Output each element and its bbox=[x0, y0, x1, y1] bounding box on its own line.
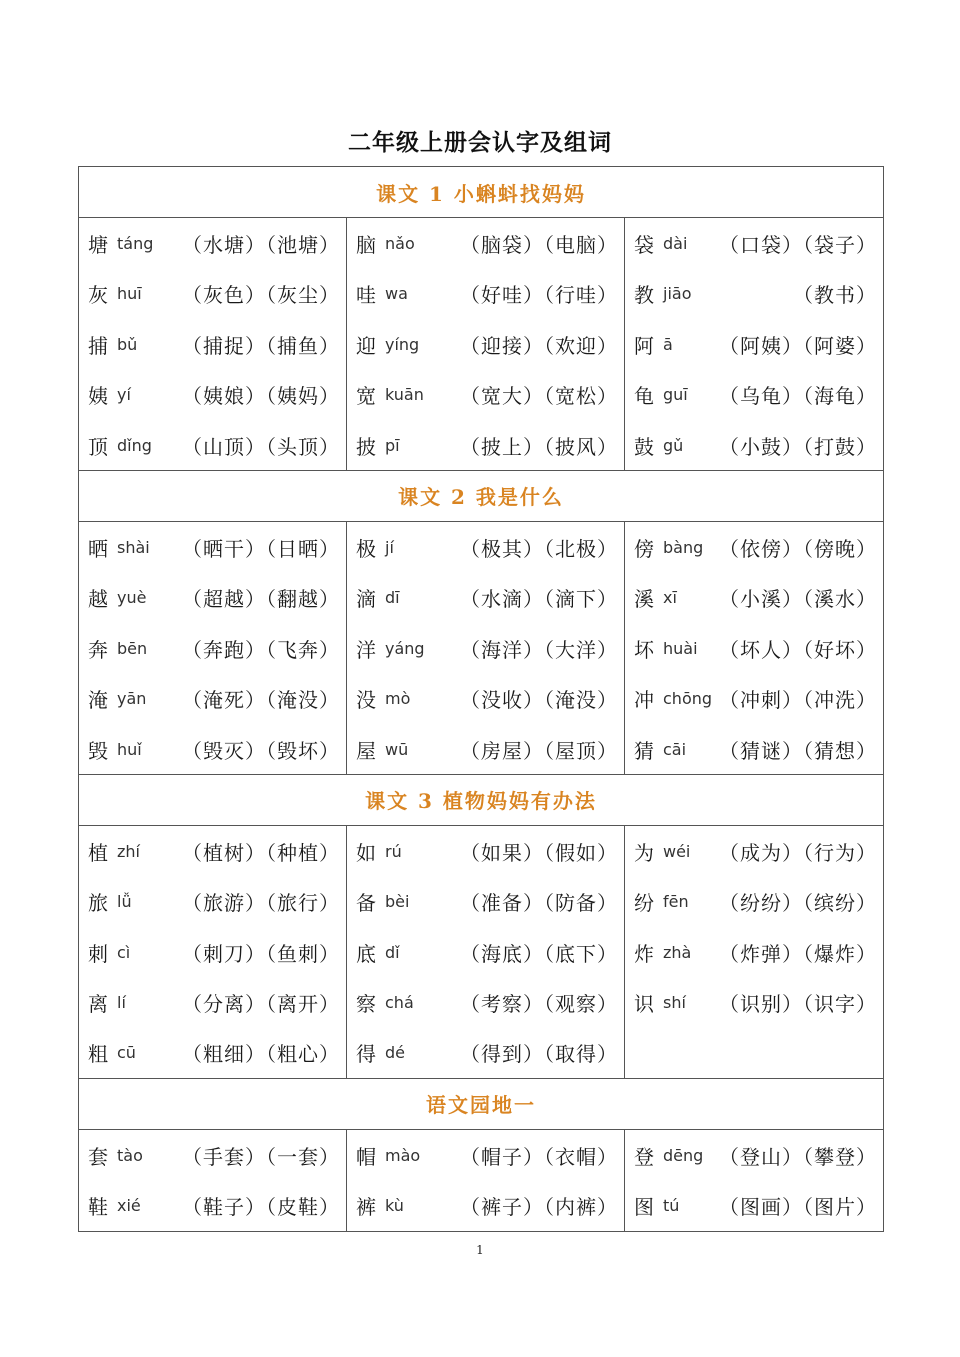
vocab-words: （依傍）（傍晚） bbox=[719, 536, 877, 561]
vocabulary-table bbox=[78, 166, 884, 1232]
vocab-pinyin: yáng bbox=[385, 638, 425, 658]
section-header bbox=[79, 470, 884, 521]
page-title: 二年级上册会认字及组词 bbox=[348, 130, 612, 156]
vocab-character: 龟 bbox=[634, 384, 654, 409]
vocab-pinyin: nǎo bbox=[385, 234, 415, 253]
vocab-words: （炸弹）（爆炸） bbox=[719, 941, 877, 966]
vocab-character: 披 bbox=[356, 434, 376, 459]
vocab-entry bbox=[625, 319, 883, 369]
vocab-words: （坏人）（好坏） bbox=[719, 637, 877, 662]
vocab-pinyin: fēn bbox=[663, 892, 689, 912]
vocab-character: 洋 bbox=[356, 637, 376, 662]
vocab-character: 冲 bbox=[634, 688, 654, 713]
vocab-words: （分离）（离开） bbox=[182, 992, 340, 1017]
section-header bbox=[79, 167, 884, 218]
vocab-character: 灰 bbox=[88, 283, 108, 308]
vocab-column bbox=[625, 825, 884, 1078]
vocab-words: （图画）（图片） bbox=[719, 1195, 877, 1220]
vocab-words: （乌龟）（海龟） bbox=[719, 384, 877, 409]
vocab-entry bbox=[625, 623, 883, 673]
vocab-character: 极 bbox=[356, 536, 376, 561]
section-heading: 课文 3 植物妈妈有办法 bbox=[79, 774, 884, 825]
vocab-pinyin: wéi bbox=[663, 841, 691, 861]
vocab-words: （裤子）（内裤） bbox=[460, 1195, 618, 1220]
vocab-pinyin: dǐng bbox=[117, 435, 152, 455]
vocab-column bbox=[347, 521, 625, 774]
vocab-pinyin: chá bbox=[385, 993, 414, 1013]
vocab-words: （阿姨）（阿婆） bbox=[719, 333, 877, 358]
vocab-entry bbox=[79, 876, 346, 926]
vocab-column bbox=[625, 1129, 884, 1231]
vocab-column bbox=[347, 825, 625, 1078]
vocab-entry bbox=[347, 623, 624, 673]
vocab-character: 塘 bbox=[88, 233, 108, 257]
vocab-words: （鞋子）（皮鞋） bbox=[182, 1195, 340, 1220]
vocab-entry bbox=[625, 420, 883, 470]
vocab-pinyin: huǐ bbox=[117, 739, 142, 759]
vocab-entry bbox=[79, 268, 346, 318]
vocab-words: （冲刺）（冲洗） bbox=[719, 688, 877, 713]
vocab-words: （迎接）（欢迎） bbox=[460, 333, 618, 358]
vocab-pinyin: bǔ bbox=[117, 334, 138, 354]
vocab-words: （披上）（披风） bbox=[460, 434, 618, 459]
vocab-character: 晒 bbox=[88, 536, 108, 561]
vocab-character: 备 bbox=[356, 891, 376, 916]
vocab-words: （得到）（取得） bbox=[460, 1042, 618, 1067]
vocab-pinyin: huài bbox=[663, 638, 698, 658]
vocab-character: 坏 bbox=[634, 637, 654, 662]
vocab-character: 离 bbox=[88, 992, 108, 1017]
vocab-pinyin: dēng bbox=[663, 1145, 704, 1165]
vocab-entry bbox=[347, 369, 624, 419]
vocab-words: （毁灭）（毁坏） bbox=[182, 738, 340, 763]
vocab-words: （奔跑）（飞奔） bbox=[182, 637, 340, 662]
vocab-character: 底 bbox=[356, 941, 376, 966]
vocab-column bbox=[347, 218, 625, 471]
vocab-column bbox=[347, 1129, 625, 1231]
vocab-character: 为 bbox=[634, 840, 654, 865]
vocab-pinyin: pī bbox=[385, 435, 400, 455]
vocab-pinyin: xī bbox=[663, 588, 677, 608]
vocab-column bbox=[625, 521, 884, 774]
vocab-entry bbox=[625, 876, 883, 926]
vocab-pinyin: jiāo bbox=[663, 284, 692, 304]
vocab-character: 裤 bbox=[356, 1195, 376, 1220]
vocab-words: （口袋）（袋子） bbox=[719, 233, 877, 257]
vocab-entry bbox=[347, 826, 624, 876]
vocab-words: （植树）（种植） bbox=[182, 840, 340, 865]
vocab-character: 脑 bbox=[356, 233, 376, 257]
vocab-column bbox=[79, 1129, 347, 1231]
vocab-character: 没 bbox=[356, 688, 376, 713]
vocab-words: （超越）（翻越） bbox=[182, 587, 340, 612]
section-header bbox=[79, 774, 884, 825]
vocab-character: 滴 bbox=[356, 587, 376, 612]
vocab-character: 捕 bbox=[88, 333, 108, 358]
vocab-pinyin: yíng bbox=[385, 334, 420, 354]
vocab-entry bbox=[625, 268, 883, 318]
vocab-entry bbox=[625, 1180, 883, 1230]
vocab-pinyin: dài bbox=[663, 234, 688, 253]
vocab-pinyin: cì bbox=[117, 942, 131, 962]
vocab-character: 刺 bbox=[88, 941, 108, 966]
vocab-entry bbox=[79, 572, 346, 622]
vocab-pinyin: chōng bbox=[663, 689, 713, 709]
vocab-pinyin: gǔ bbox=[663, 435, 684, 455]
vocab-pinyin: zhà bbox=[663, 942, 692, 962]
vocab-character: 识 bbox=[634, 992, 654, 1017]
vocab-pinyin: bēn bbox=[117, 638, 148, 658]
vocab-pinyin: táng bbox=[117, 234, 154, 253]
vocab-entry bbox=[625, 977, 883, 1027]
vocab-words: （成为）（行为） bbox=[719, 840, 877, 865]
vocab-pinyin: yí bbox=[117, 385, 131, 405]
vocab-entry bbox=[347, 876, 624, 926]
vocab-entry bbox=[625, 369, 883, 419]
vocab-words: （纷纷）（缤纷） bbox=[719, 891, 877, 916]
vocab-character: 溪 bbox=[634, 587, 654, 612]
vocab-pinyin: mào bbox=[385, 1145, 421, 1165]
vocab-entry bbox=[79, 420, 346, 470]
vocab-words: （姨娘）（姨妈） bbox=[182, 384, 340, 409]
vocab-words: （登山）（攀登） bbox=[719, 1144, 877, 1169]
vocab-pinyin: dé bbox=[385, 1043, 405, 1063]
vocab-character: 袋 bbox=[634, 233, 654, 257]
vocab-pinyin: zhí bbox=[117, 841, 140, 861]
vocab-entry bbox=[625, 572, 883, 622]
vocab-character: 如 bbox=[356, 840, 376, 865]
vocab-entry bbox=[79, 522, 346, 572]
vocab-entry bbox=[347, 268, 624, 318]
vocab-entry bbox=[347, 1180, 624, 1230]
vocab-entry bbox=[625, 1130, 883, 1180]
vocab-character: 宽 bbox=[356, 384, 376, 409]
vocab-words: （粗细）（粗心） bbox=[182, 1042, 340, 1067]
vocab-pinyin: wa bbox=[385, 284, 408, 304]
vocab-character: 姨 bbox=[88, 384, 108, 409]
vocab-entry bbox=[79, 1180, 346, 1230]
vocab-column bbox=[79, 218, 347, 471]
vocab-character: 阿 bbox=[634, 333, 654, 358]
vocab-words: （极其）（北极） bbox=[460, 536, 618, 561]
vocab-character: 鼓 bbox=[634, 434, 654, 459]
vocab-pinyin: kù bbox=[385, 1196, 404, 1216]
vocab-pinyin: cāi bbox=[663, 739, 687, 759]
vocab-character: 纷 bbox=[634, 891, 654, 916]
vocab-pinyin: tào bbox=[117, 1145, 143, 1165]
vocab-character: 傍 bbox=[634, 536, 654, 561]
vocab-entry bbox=[347, 673, 624, 723]
vocab-character: 猜 bbox=[634, 738, 654, 763]
vocab-words: （手套）（一套） bbox=[182, 1144, 340, 1169]
vocab-pinyin: ā bbox=[663, 334, 673, 354]
vocab-words: （好哇）（行哇） bbox=[460, 283, 618, 308]
vocab-entry bbox=[347, 572, 624, 622]
vocab-character: 套 bbox=[88, 1144, 108, 1169]
vocab-words: （教书） bbox=[793, 283, 877, 308]
section-body bbox=[79, 218, 884, 471]
vocab-words: （山顶）（头顶） bbox=[182, 434, 340, 459]
vocab-words: （捕捉）（捕鱼） bbox=[182, 333, 340, 358]
vocab-words: （脑袋）（电脑） bbox=[460, 233, 618, 257]
section-body bbox=[79, 521, 884, 774]
vocab-pinyin: rú bbox=[385, 841, 402, 861]
vocab-words: （灰色）（灰尘） bbox=[182, 283, 340, 308]
vocab-words: （考察）（观察） bbox=[460, 992, 618, 1017]
vocab-character: 屋 bbox=[356, 738, 376, 763]
vocab-character: 登 bbox=[634, 1144, 654, 1169]
vocab-entry bbox=[79, 1027, 346, 1077]
vocab-entry bbox=[347, 522, 624, 572]
vocab-entry bbox=[625, 826, 883, 876]
vocab-entry bbox=[347, 1130, 624, 1180]
vocab-entry bbox=[347, 927, 624, 977]
vocab-entry bbox=[625, 673, 883, 723]
vocab-pinyin: dǐ bbox=[385, 942, 400, 962]
vocab-entry bbox=[79, 218, 346, 268]
vocab-entry bbox=[625, 522, 883, 572]
section-heading: 课文 1 小蝌蚪找妈妈 bbox=[79, 167, 884, 218]
vocab-words: （如果）（假如） bbox=[460, 840, 618, 865]
vocab-character: 图 bbox=[634, 1195, 654, 1220]
vocab-words: （水塘）（池塘） bbox=[182, 233, 340, 257]
vocab-character: 越 bbox=[88, 587, 108, 612]
vocab-entry bbox=[347, 1027, 624, 1077]
vocab-pinyin: xié bbox=[117, 1196, 141, 1216]
vocab-entry bbox=[347, 977, 624, 1027]
vocab-character: 植 bbox=[88, 840, 108, 865]
section-heading: 语文园地一 bbox=[79, 1078, 884, 1129]
vocab-pinyin: lí bbox=[117, 993, 126, 1013]
vocab-entry bbox=[79, 623, 346, 673]
page-number: 1 bbox=[476, 1243, 484, 1257]
vocab-pinyin: yuè bbox=[117, 588, 147, 608]
vocab-words: （小溪）（溪水） bbox=[719, 587, 877, 612]
vocab-character: 顶 bbox=[88, 434, 108, 459]
vocab-entry bbox=[625, 927, 883, 977]
vocab-character: 奔 bbox=[88, 637, 108, 662]
vocab-pinyin: wū bbox=[385, 739, 409, 759]
vocab-pinyin: shài bbox=[117, 537, 150, 557]
vocab-column bbox=[79, 825, 347, 1078]
vocab-entry bbox=[347, 218, 624, 268]
vocab-pinyin: cū bbox=[117, 1043, 136, 1063]
vocab-column bbox=[79, 521, 347, 774]
vocab-entry bbox=[79, 977, 346, 1027]
section-body bbox=[79, 1129, 884, 1231]
section-body bbox=[79, 825, 884, 1078]
vocab-pinyin: mò bbox=[385, 689, 411, 709]
vocab-pinyin: yān bbox=[117, 689, 147, 709]
vocab-entry bbox=[79, 927, 346, 977]
vocab-character: 炸 bbox=[634, 941, 654, 966]
vocab-words: （猜谜）（猜想） bbox=[719, 738, 877, 763]
vocab-words: （晒干）（日晒） bbox=[182, 536, 340, 561]
section-heading: 课文 2 我是什么 bbox=[79, 470, 884, 521]
vocab-words: （识别）（识字） bbox=[719, 992, 877, 1017]
vocab-words: （淹死）（淹没） bbox=[182, 688, 340, 713]
vocab-pinyin: lǚ bbox=[117, 892, 132, 912]
vocab-character: 迎 bbox=[356, 333, 376, 358]
vocab-pinyin: dī bbox=[385, 588, 400, 608]
vocab-character: 粗 bbox=[88, 1042, 108, 1067]
vocab-character: 察 bbox=[356, 992, 376, 1017]
vocab-entry bbox=[79, 369, 346, 419]
vocab-character: 帽 bbox=[356, 1144, 376, 1169]
vocab-character: 哇 bbox=[356, 283, 376, 308]
vocab-pinyin: kuān bbox=[385, 385, 424, 405]
vocab-entry bbox=[625, 724, 883, 774]
vocab-pinyin: guī bbox=[663, 385, 688, 405]
vocab-pinyin: huī bbox=[117, 284, 142, 304]
vocab-words: （刺刀）（鱼刺） bbox=[182, 941, 340, 966]
vocab-column bbox=[625, 218, 884, 471]
vocab-character: 得 bbox=[356, 1042, 376, 1067]
vocab-words: （水滴）（滴下） bbox=[460, 587, 618, 612]
vocab-entry bbox=[79, 673, 346, 723]
vocab-entry bbox=[347, 420, 624, 470]
vocab-entry bbox=[347, 319, 624, 369]
vocab-pinyin: bèi bbox=[385, 892, 410, 912]
vocab-words: （宽大）（宽松） bbox=[460, 384, 618, 409]
vocab-pinyin: jí bbox=[385, 537, 394, 557]
vocab-entry bbox=[347, 724, 624, 774]
vocab-pinyin: tú bbox=[663, 1196, 680, 1216]
vocab-character: 淹 bbox=[88, 688, 108, 713]
vocab-words: （房屋）（屋顶） bbox=[460, 738, 618, 763]
vocab-character: 教 bbox=[634, 283, 654, 308]
vocab-pinyin: bàng bbox=[663, 537, 704, 557]
vocab-words: （海洋）（大洋） bbox=[460, 637, 618, 662]
vocab-pinyin: shí bbox=[663, 993, 686, 1013]
vocab-entry bbox=[79, 1130, 346, 1180]
vocab-words: （没收）（淹没） bbox=[460, 688, 618, 713]
vocab-entry bbox=[625, 218, 883, 268]
vocab-words: （帽子）（衣帽） bbox=[460, 1144, 618, 1169]
vocab-words: （旅游）（旅行） bbox=[182, 891, 340, 916]
vocab-character: 鞋 bbox=[88, 1195, 108, 1220]
vocab-character: 毁 bbox=[88, 738, 108, 763]
vocab-words: （准备）（防备） bbox=[460, 891, 618, 916]
vocab-character: 旅 bbox=[88, 891, 108, 916]
vocab-words: （小鼓）（打鼓） bbox=[719, 434, 877, 459]
vocab-entry bbox=[79, 319, 346, 369]
vocab-entry bbox=[79, 826, 346, 876]
section-header bbox=[79, 1078, 884, 1129]
vocab-words: （海底）（底下） bbox=[460, 941, 618, 966]
vocab-entry bbox=[79, 724, 346, 774]
